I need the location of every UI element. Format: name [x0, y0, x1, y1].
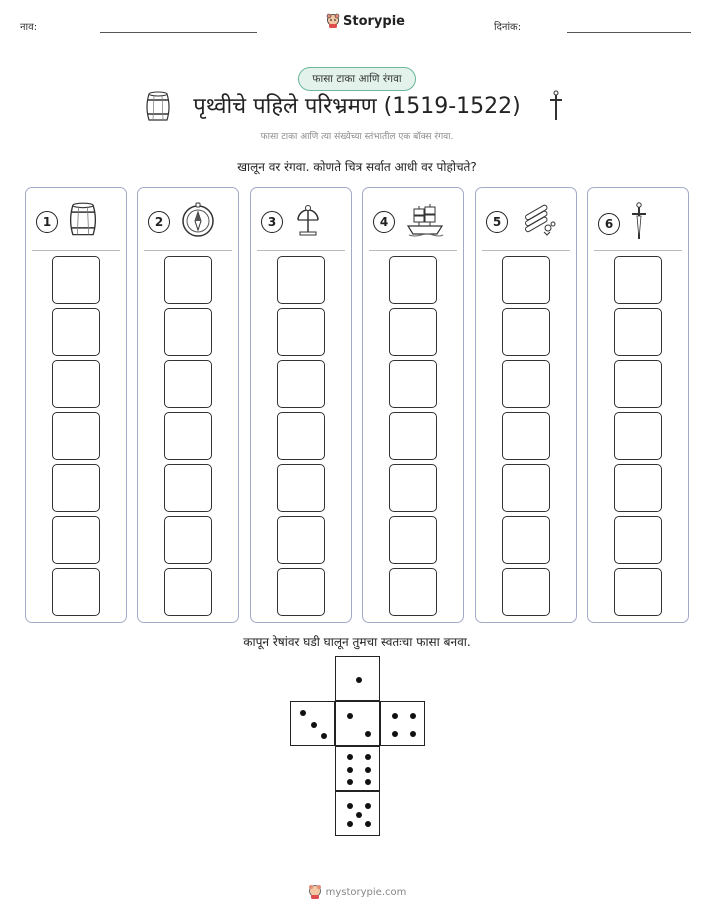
die-pip [347, 779, 353, 785]
color-box[interactable] [502, 308, 550, 356]
die-pip [392, 713, 398, 719]
activity-badge: फासा टाका आणि रंगवा [298, 67, 416, 91]
mascot-icon [308, 884, 322, 900]
color-box[interactable] [614, 516, 662, 564]
die-pip [392, 731, 398, 737]
column-number: 1 [36, 211, 58, 233]
column-5 [475, 187, 577, 623]
color-box[interactable] [502, 568, 550, 616]
color-box[interactable] [614, 308, 662, 356]
color-box[interactable] [164, 516, 212, 564]
name-line[interactable] [100, 32, 257, 33]
column-divider [144, 250, 232, 251]
die-pip [365, 767, 371, 773]
color-box[interactable] [389, 360, 437, 408]
sword-icon [548, 90, 564, 122]
color-box[interactable] [277, 464, 325, 512]
column-number: 3 [261, 211, 283, 233]
column-header [148, 202, 216, 242]
die-pip [356, 812, 362, 818]
astrolabe-icon [293, 202, 323, 242]
die-face-5 [335, 791, 380, 836]
color-box[interactable] [277, 516, 325, 564]
die-pip [410, 713, 416, 719]
color-box[interactable] [52, 308, 100, 356]
color-box[interactable] [502, 256, 550, 304]
die-pip [365, 779, 371, 785]
column-6 [587, 187, 689, 623]
color-box[interactable] [614, 360, 662, 408]
column-divider [594, 250, 682, 251]
color-box[interactable] [164, 464, 212, 512]
column-header [373, 202, 445, 242]
column-header [598, 202, 648, 246]
die-pip [356, 677, 362, 683]
color-box[interactable] [502, 360, 550, 408]
column-divider [32, 250, 120, 251]
color-box[interactable] [164, 308, 212, 356]
column-4 [362, 187, 464, 623]
subtitle: फासा टाका आणि त्या संख्येच्या स्तंभातील एक बॉक्स रंगवा. [260, 132, 454, 142]
column-divider [257, 250, 345, 251]
color-box[interactable] [614, 464, 662, 512]
date-label: दिनांक: [494, 22, 522, 33]
die-pip [347, 754, 353, 760]
die-face-3 [290, 701, 335, 746]
color-box[interactable] [277, 568, 325, 616]
color-box[interactable] [277, 412, 325, 460]
die-pip [410, 731, 416, 737]
color-box[interactable] [52, 412, 100, 460]
color-box[interactable] [164, 412, 212, 460]
mascot-icon [326, 13, 340, 29]
color-box[interactable] [614, 256, 662, 304]
color-box[interactable] [164, 568, 212, 616]
color-box[interactable] [502, 464, 550, 512]
page-title: पृथ्वीचे पहिले परिभ्रमण (1519-1522) [193, 94, 521, 119]
compass-icon [180, 202, 216, 242]
brand-name: Storypie [343, 13, 405, 29]
color-box[interactable] [277, 256, 325, 304]
die-pip [347, 713, 353, 719]
column-number: 6 [598, 213, 620, 235]
color-box[interactable] [52, 464, 100, 512]
die-pip [300, 710, 306, 716]
color-box[interactable] [164, 256, 212, 304]
die-pip [365, 821, 371, 827]
column-divider [482, 250, 570, 251]
color-box[interactable] [52, 568, 100, 616]
column-3 [250, 187, 352, 623]
column-header [261, 202, 323, 242]
color-box[interactable] [52, 256, 100, 304]
instruction-text: खालून वर रंगवा. कोणते चित्र सर्वात आधी वर पोहोचते? [237, 160, 477, 174]
color-box[interactable] [389, 516, 437, 564]
color-box[interactable] [389, 308, 437, 356]
color-box[interactable] [502, 516, 550, 564]
color-box[interactable] [502, 412, 550, 460]
color-box[interactable] [389, 568, 437, 616]
die-face-4 [380, 701, 425, 746]
column-divider [369, 250, 457, 251]
die-pip [321, 733, 327, 739]
column-1 [25, 187, 127, 623]
color-box[interactable] [614, 568, 662, 616]
die-pip [365, 731, 371, 737]
color-box[interactable] [389, 412, 437, 460]
die-pip [347, 821, 353, 827]
die-pip [365, 754, 371, 760]
die-face-2 [335, 701, 380, 746]
column-header [486, 202, 558, 242]
brand-logo [326, 13, 405, 29]
column-number: 2 [148, 211, 170, 233]
die-face-1 [335, 656, 380, 701]
die-face-6 [335, 746, 380, 791]
column-number: 4 [373, 211, 395, 233]
footer [0, 884, 714, 900]
date-line[interactable] [567, 32, 691, 33]
die-pip [347, 767, 353, 773]
name-label: नाव: [20, 22, 38, 33]
color-box[interactable] [277, 308, 325, 356]
color-box[interactable] [389, 464, 437, 512]
color-box[interactable] [52, 360, 100, 408]
die-pip [365, 803, 371, 809]
color-box[interactable] [389, 256, 437, 304]
sword-icon [630, 202, 648, 246]
color-box[interactable] [52, 516, 100, 564]
spices-icon [518, 202, 558, 242]
die-pip [347, 803, 353, 809]
cut-instruction: कापून रेषांवर घडी घालून तुमचा स्वतःचा फासा बनवा. [243, 635, 471, 649]
ship-icon [405, 202, 445, 242]
column-header [36, 202, 98, 242]
die-pip [311, 722, 317, 728]
color-box[interactable] [614, 412, 662, 460]
column-2 [137, 187, 239, 623]
barrel-icon [68, 202, 98, 242]
color-box[interactable] [277, 360, 325, 408]
column-number: 5 [486, 211, 508, 233]
footer-url: mystorypie.com [325, 886, 407, 898]
color-box[interactable] [164, 360, 212, 408]
